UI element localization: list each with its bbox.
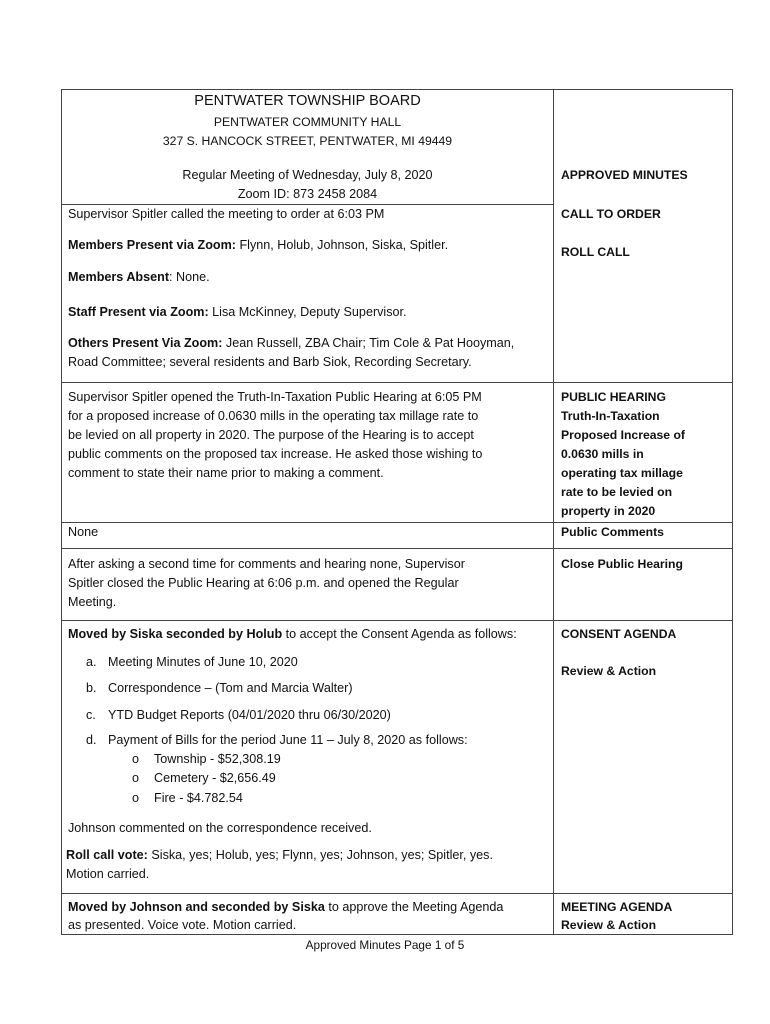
members-absent: [68, 268, 210, 287]
consent-item: [86, 731, 468, 750]
agenda-motion: [68, 898, 503, 917]
others-present: [68, 334, 514, 353]
public-comments-text: None: [68, 525, 99, 539]
bullet-icon: o: [132, 791, 140, 805]
others-present-line2: Road Committee; several residents and Barb Siok, Recording Secretary.: [68, 355, 472, 369]
agenda-moved-by: Moved by Johnson and seconded by Siska: [68, 900, 325, 914]
motion-carried: Motion carried.: [66, 867, 150, 881]
hall-address: 327 S. HANCOCK STREET, PENTWATER, MI 49449: [162, 134, 453, 148]
members-absent-label: Members Absent: [68, 270, 170, 284]
others-present-label: Others Present Via Zoom:: [68, 336, 223, 350]
public-comments-label: Public Comments: [561, 525, 664, 539]
column-divider: [553, 90, 554, 934]
row-divider: [62, 620, 732, 621]
members-present: [68, 236, 448, 255]
roll-call-vote-text: Siska, yes; Holub, yes; Flynn, yes; Johnson, yes; Spitler, yes.: [147, 848, 493, 862]
board-title: PENTWATER TOWNSHIP BOARD: [194, 93, 421, 109]
hearing-side-label: Truth-In-Taxation: [561, 409, 660, 423]
hearing-side-label: 0.0630 mills in: [561, 447, 644, 461]
close-hearing-line: After asking a second time for comments and hearing none, Supervisor: [68, 557, 465, 571]
bill-item: [132, 750, 281, 769]
hearing-side-label: rate to be levied on: [561, 485, 673, 499]
row-divider: [62, 382, 732, 383]
zoom-id: Zoom ID: 873 2458 2084: [237, 187, 378, 201]
hearing-side-label: property in 2020: [561, 504, 656, 518]
consent-review-label: Review & Action: [561, 664, 657, 678]
hall-name: PENTWATER COMMUNITY HALL: [213, 115, 402, 129]
correspondence-comment: Johnson commented on the correspondence received.: [68, 821, 372, 835]
staff-present-label: Staff Present via Zoom:: [68, 305, 209, 319]
agenda-motion-rest: to approve the Meeting Agenda: [324, 900, 504, 914]
close-hearing-label: Close Public Hearing: [561, 557, 683, 571]
item-marker: c.: [86, 708, 96, 722]
item-marker: b.: [86, 681, 97, 695]
item-marker: a.: [86, 655, 97, 669]
item-text: Payment of Bills for the period June 11 – July 8, 2020 as follows:: [108, 733, 468, 747]
members-absent-value: : None.: [169, 270, 210, 284]
item-text: Correspondence – (Tom and Marcia Walter): [108, 681, 353, 695]
bill-text: Township - $52,308.19: [154, 752, 281, 766]
approved-minutes-label: APPROVED MINUTES: [561, 168, 688, 182]
item-text: YTD Budget Reports (04/01/2020 thru 06/30/2020): [108, 708, 391, 722]
consent-moved-by: Moved by Siska seconded by Holub: [68, 627, 283, 641]
minutes-table: [61, 89, 733, 935]
close-hearing-line: Meeting.: [68, 595, 117, 609]
roll-call-vote: [66, 846, 493, 865]
consent-item: [86, 653, 298, 672]
item-marker: d.: [86, 733, 97, 747]
hearing-line: for a proposed increase of 0.0630 mills in the operating tax millage rate to: [68, 409, 479, 423]
hearing-side-label: PUBLIC HEARING: [561, 390, 666, 404]
consent-item: [86, 679, 353, 698]
consent-motion: [68, 625, 517, 644]
row-divider: [62, 548, 732, 549]
staff-present-names: Lisa McKinney, Deputy Supervisor.: [208, 305, 407, 319]
hearing-side-label: operating tax millage: [561, 466, 683, 480]
call-to-order-label: CALL TO ORDER: [561, 207, 661, 221]
consent-agenda-label: CONSENT AGENDA: [561, 627, 677, 641]
hearing-line: comment to state their name prior to making a comment.: [68, 466, 384, 480]
call-to-order-text: Supervisor Spitler called the meeting to order at 6:03 PM: [68, 207, 385, 221]
bill-item: [132, 769, 276, 788]
others-present-line1: Jean Russell, ZBA Chair; Tim Cole & Pat Hooyman,: [222, 336, 515, 350]
consent-motion-rest: to accept the Consent Agenda as follows:: [282, 627, 517, 641]
hearing-line: Supervisor Spitler opened the Truth-In-Taxation Public Hearing at 6:05 PM: [68, 390, 482, 404]
hearing-line: be levied on all property in 2020. The purpose of the Hearing is to accept: [68, 428, 474, 442]
members-present-names: Flynn, Holub, Johnson, Siska, Spitler.: [235, 238, 449, 252]
members-present-label: Members Present via Zoom:: [68, 238, 236, 252]
hearing-side-label: Proposed Increase of: [561, 428, 685, 442]
hearing-line: public comments on the proposed tax increase. He asked those wishing to: [68, 447, 483, 461]
consent-item: [86, 706, 391, 725]
agenda-motion-line2: as presented. Voice vote. Motion carried.: [68, 918, 297, 932]
meeting-date: Regular Meeting of Wednesday, July 8, 2020: [182, 168, 433, 182]
bullet-icon: o: [132, 752, 140, 766]
bill-text: Fire - $4.782.54: [154, 791, 243, 805]
bullet-icon: o: [132, 771, 140, 785]
roll-call-label: ROLL CALL: [561, 245, 630, 259]
bill-text: Cemetery - $2,656.49: [154, 771, 276, 785]
item-text: Meeting Minutes of June 10, 2020: [108, 655, 298, 669]
page-footer: Approved Minutes Page 1 of 5: [305, 938, 465, 952]
meeting-agenda-review-label: Review & Action: [561, 918, 657, 932]
staff-present: [68, 303, 407, 322]
row-divider: [62, 893, 732, 894]
meeting-agenda-label: MEETING AGENDA: [561, 900, 673, 914]
bill-item: [132, 789, 243, 808]
close-hearing-line: Spitler closed the Public Hearing at 6:06 p.m. and opened the Regular: [68, 576, 459, 590]
roll-call-vote-label: Roll call vote:: [66, 848, 148, 862]
